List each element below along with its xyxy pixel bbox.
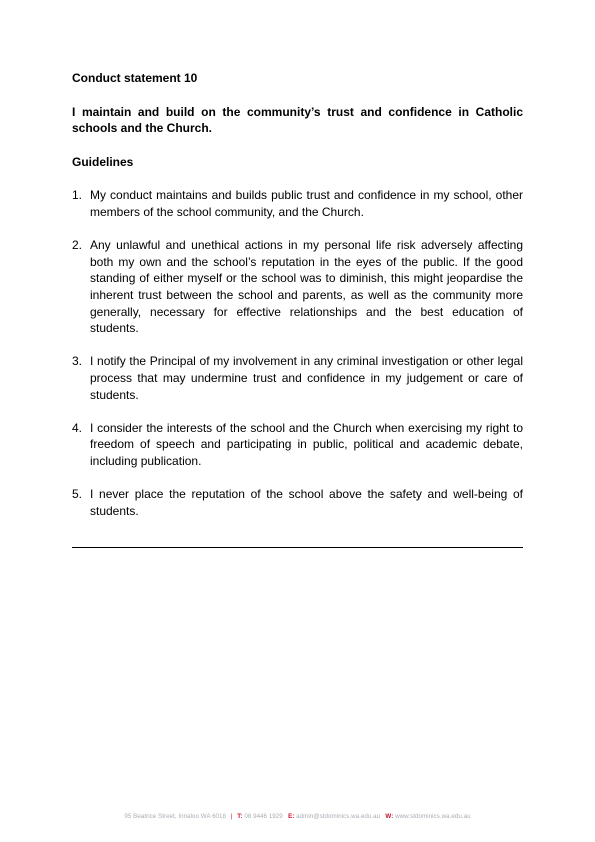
- footer-web-label: W:: [385, 813, 394, 820]
- guideline-item: [72, 187, 523, 220]
- guideline-item: [72, 353, 523, 403]
- guideline-number: 3.: [72, 354, 83, 369]
- guideline-item: [72, 420, 523, 470]
- guideline-text: I never place the reputation of the school above the safety and well-being of students.: [90, 487, 523, 518]
- footer-phone-label: T:: [237, 813, 243, 820]
- conduct-statement-heading: Conduct statement 10: [72, 71, 198, 85]
- footer-web[interactable]: www.stdominics.wa.edu.au: [395, 813, 471, 820]
- document-body: [72, 70, 523, 536]
- footer-address: 95 Beatrice Street, Innaloo WA 6018: [124, 813, 227, 820]
- guideline-item: [72, 237, 523, 337]
- page-footer: [0, 813, 595, 820]
- guideline-text: My conduct maintains and builds public trust and confidence in my school, other members of the school community, and the Church.: [90, 188, 523, 219]
- footer-email[interactable]: admin@stdominics.wa.edu.au: [296, 813, 381, 820]
- guideline-item: [72, 486, 523, 519]
- guideline-number: 2.: [72, 238, 83, 253]
- guideline-text: Any unlawful and unethical actions in my personal life risk adversely affecting both my own and the school’s reputation in the eyes of the public. If the good standing of either myself or the school was to diminish, this might jeopardise the inherent trust between the school and parents, as well as the community more generally, necessary for effective relationships and the best education of students.: [90, 238, 523, 336]
- footer-separator: |: [230, 813, 233, 820]
- guideline-number: 5.: [72, 487, 83, 502]
- conduct-statement-text: I maintain and build on the community’s trust and confidence in Catholic schools and the Church.: [72, 104, 523, 136]
- guidelines-heading: Guidelines: [72, 154, 134, 169]
- guideline-number: 4.: [72, 420, 83, 435]
- footer-email-label: E:: [288, 813, 295, 820]
- guideline-text: I notify the Principal of my involvement in any criminal investigation or other legal process that may undermine trust and confidence in my judgement or care of students.: [90, 354, 523, 402]
- guidelines-list: [72, 187, 523, 519]
- horizontal-divider: [72, 547, 523, 548]
- footer-phone: 08 9446 1929: [244, 813, 283, 820]
- guideline-number: 1.: [72, 188, 83, 203]
- guideline-text: I consider the interests of the school and the Church when exercising my right to freedom of speech and participating in public, political and academic debate, including publication.: [90, 420, 523, 468]
